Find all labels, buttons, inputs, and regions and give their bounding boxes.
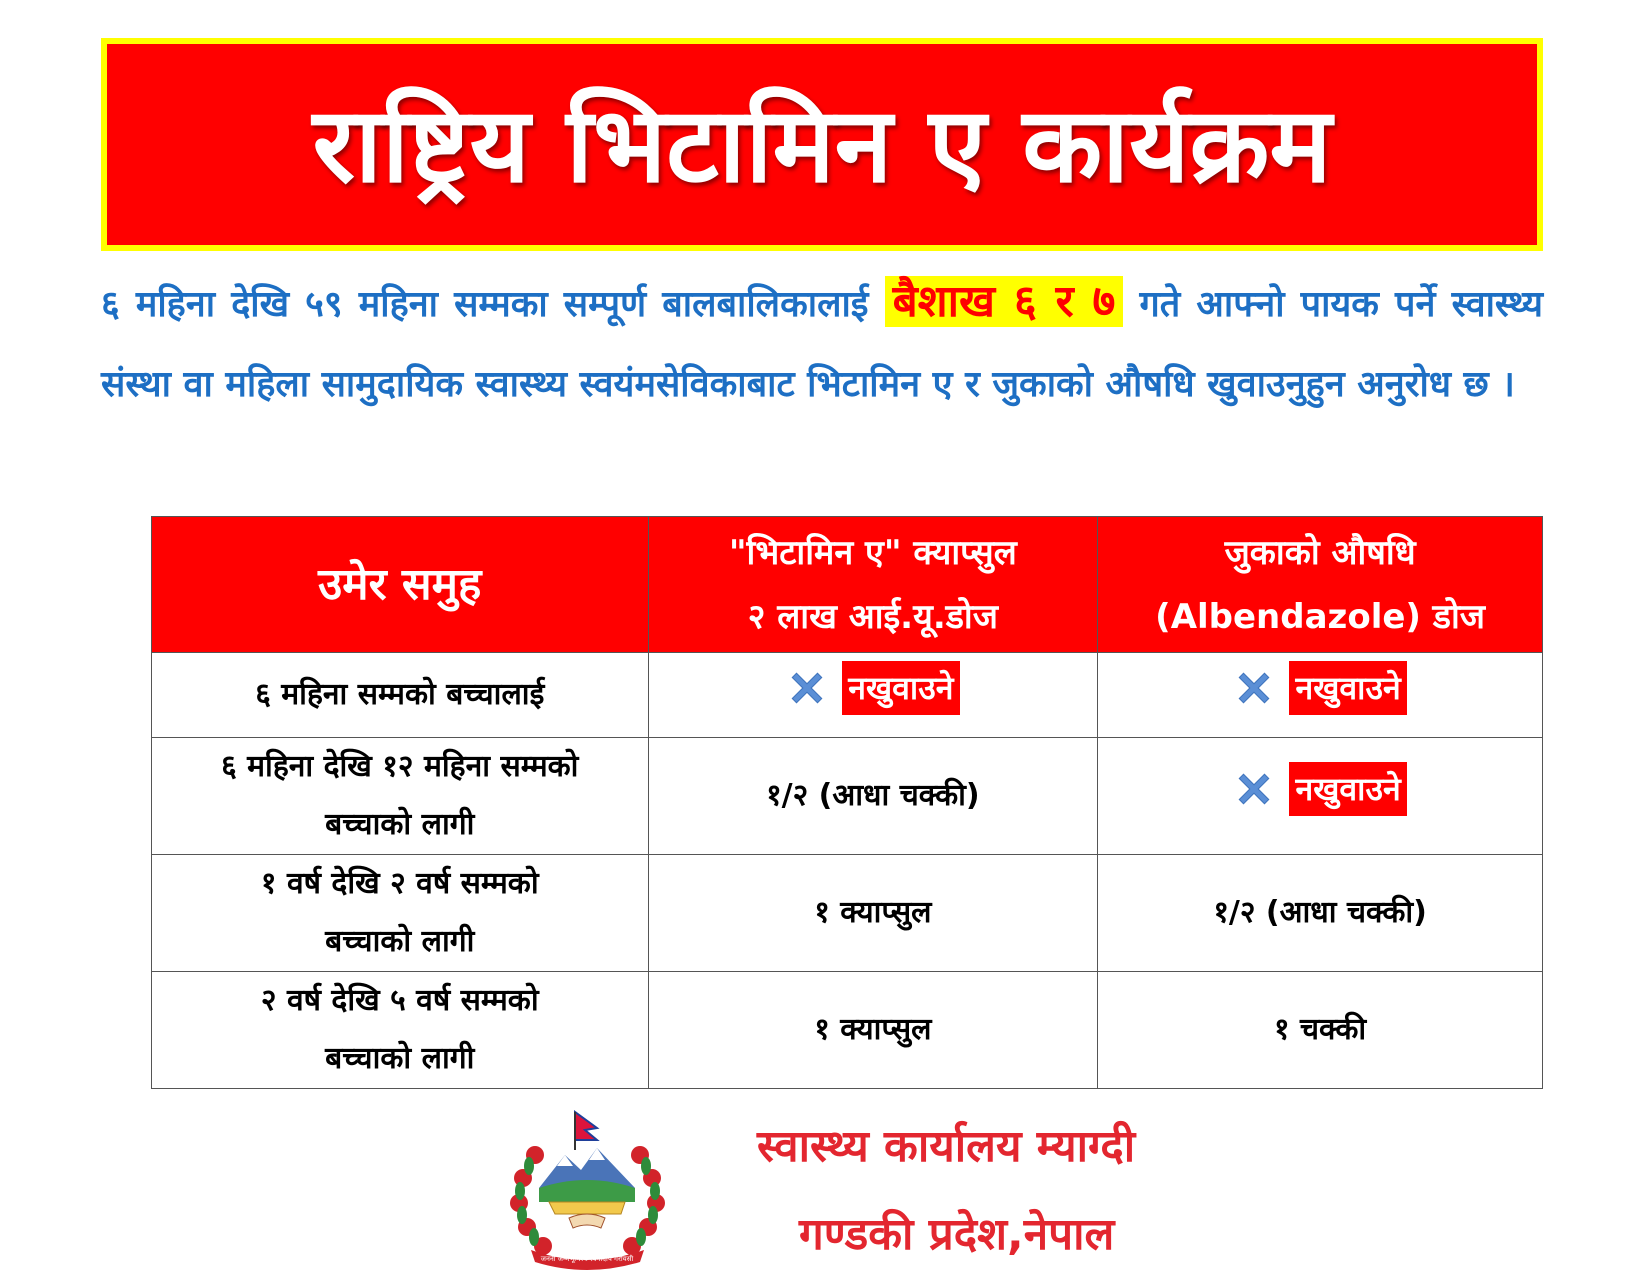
not-give-label: नखुवाउने — [1289, 762, 1406, 816]
notice-date-highlight: बैशाख ६ र ७ — [885, 276, 1124, 327]
vitamin-cell: १ क्याप्सुल — [648, 855, 1098, 972]
age-line1: ६ महिना सम्मको बच्चालाई — [255, 677, 545, 712]
vitamin-cell: १ क्याप्सुल — [648, 972, 1098, 1089]
province-name: गण्डकी प्रदेश,नेपाल — [799, 1209, 1115, 1260]
notice-paragraph — [101, 262, 1543, 425]
header-deworming — [1098, 517, 1543, 653]
not-give-marker — [1233, 762, 1406, 816]
vitamin-cell: १/२ (आधा चक्की) — [648, 738, 1098, 855]
notice-text-start: ६ महिना देखि ५९ महिना सम्मका सम्पूर्ण बालबालिकालाई — [101, 284, 885, 325]
header-deworming-line1: जुकाको औषधि — [1224, 532, 1416, 573]
notice-text-end: गते आफ्नो पायक पर्ने स्वास्थ्य संस्था वा महिला सामुदायिक स्वास्थ्य स्वयंमसेविकाबाट भिटामिन ए र जुकाको औषधि खुवाउनुहुन अनुरोध छ । — [101, 284, 1543, 405]
cross-icon — [786, 667, 828, 709]
table-row — [152, 972, 1543, 1089]
page-title: राष्ट्रिय भिटामिन ए कार्यक्रम — [312, 83, 1332, 206]
not-give-label: नखुवाउने — [842, 661, 959, 715]
age-line2: बच्चाको लागी — [325, 924, 475, 959]
age-line2: बच्चाको लागी — [325, 1041, 475, 1076]
deworm-cell — [1098, 738, 1543, 855]
deworm-cell: १ चक्की — [1098, 972, 1543, 1089]
header-vitamin-a-line2: २ लाख आई.यू.डोज — [747, 596, 998, 637]
header-deworming-line2: (Albendazole) डोज — [1155, 596, 1486, 637]
cross-icon — [1233, 667, 1275, 709]
deworm-cell — [1098, 653, 1543, 738]
not-give-label: नखुवाउने — [1289, 661, 1406, 715]
not-give-marker — [786, 661, 959, 715]
cross-icon — [1233, 768, 1275, 810]
header-vitamin-a — [648, 517, 1098, 653]
age-cell — [152, 855, 649, 972]
age-cell — [152, 738, 649, 855]
dose-table — [151, 516, 1543, 1089]
age-line1: ६ महिना देखि १२ महिना सम्मको — [221, 749, 579, 784]
header-vitamin-a-line1: "भिटामिन ए" क्याप्सुल — [728, 532, 1017, 573]
not-give-marker — [1233, 661, 1406, 715]
table-row — [152, 653, 1543, 738]
age-cell — [152, 972, 649, 1089]
deworm-cell: १/२ (आधा चक्की) — [1098, 855, 1543, 972]
footer — [505, 1110, 1205, 1270]
table-header-row — [152, 517, 1543, 653]
table-row — [152, 738, 1543, 855]
vitamin-cell — [648, 653, 1098, 738]
header-age-group: उमेर समुह — [152, 517, 649, 653]
age-line1: २ वर्ष देखि ५ वर्ष सम्मको — [260, 983, 539, 1018]
age-line2: बच्चाको लागी — [325, 807, 475, 842]
title-banner — [101, 38, 1543, 251]
emblem-motto: जननी जन्मभूमिश्च स्वर्गादपि गरीयसी — [540, 1255, 634, 1263]
nepal-emblem-icon — [505, 1110, 670, 1270]
age-line1: १ वर्ष देखि २ वर्ष सम्मको — [260, 866, 539, 901]
office-name: स्वास्थ्य कार्यालय म्याग्दी — [757, 1121, 1136, 1172]
age-cell — [152, 653, 649, 738]
table-row — [152, 855, 1543, 972]
